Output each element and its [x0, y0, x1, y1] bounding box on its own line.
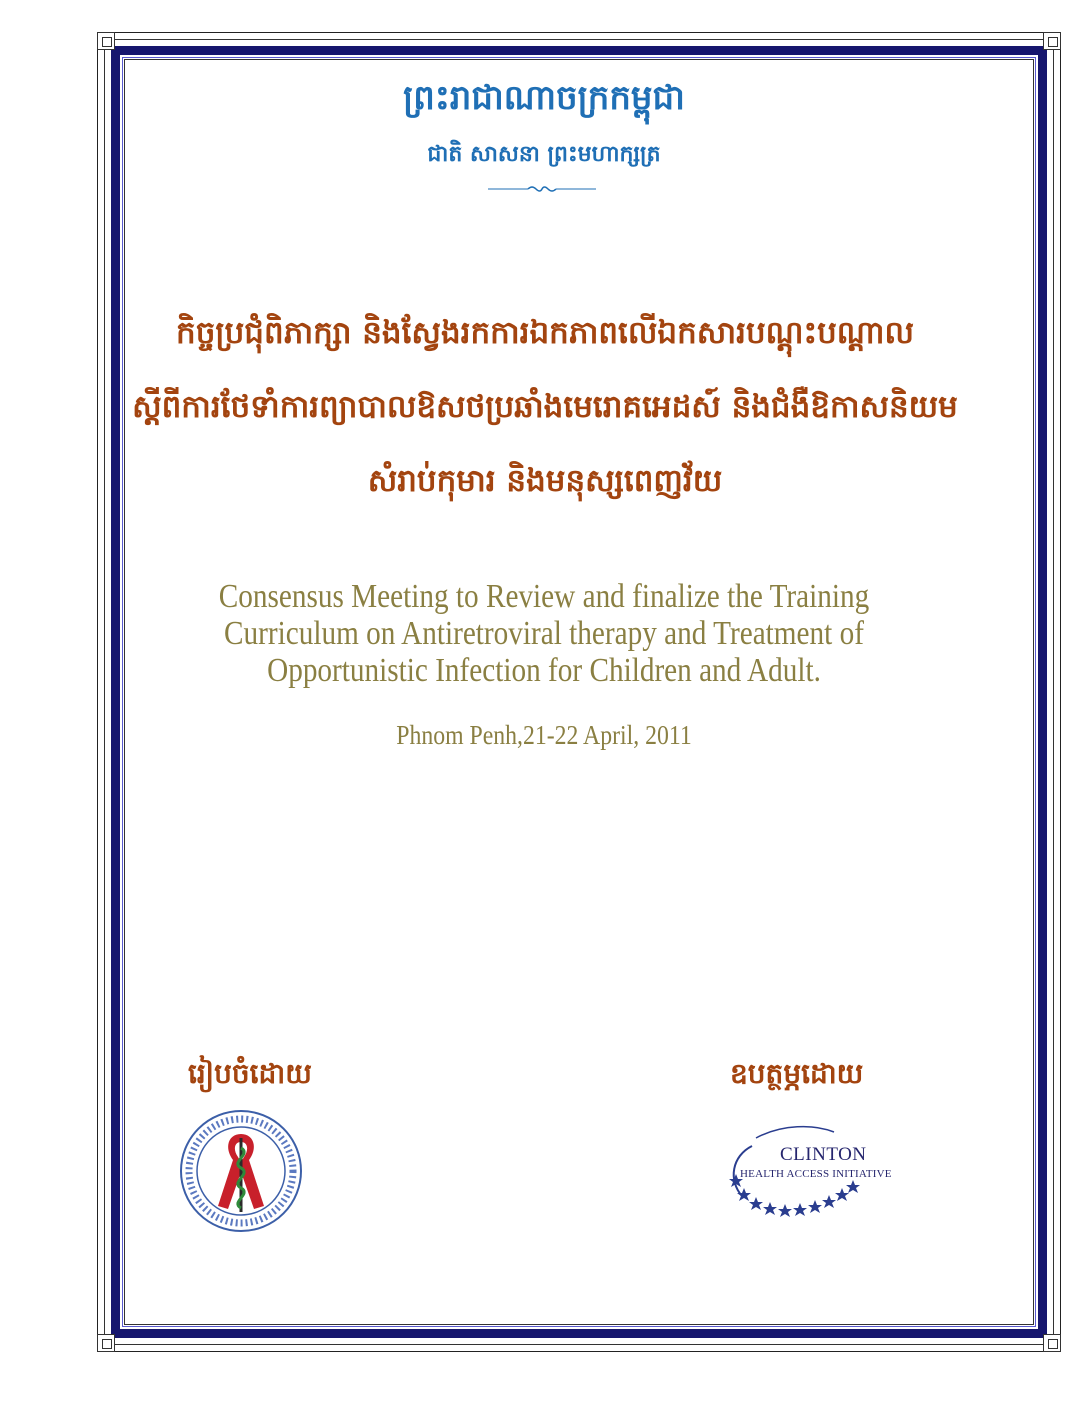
kingdom-heading: ព្រះរាជាណាចក្រកម្ពុជា	[403, 78, 685, 118]
corner-ornament-icon	[97, 32, 115, 50]
english-title	[197, 578, 892, 689]
english-title-line: Consensus Meeting to Review and finalize the Training	[218, 578, 870, 615]
corner-ornament-icon	[97, 1334, 115, 1352]
english-title-line: Opportunistic Infection for Children and Adult.	[267, 652, 821, 689]
prepared-by-label: រៀបចំដោយ	[188, 1057, 312, 1090]
khmer-title-line: សំរាប់កុមារ និងមនុស្សពេញវ័យ	[367, 463, 723, 499]
place-date: Phnom Penh,21-22 April, 2011	[396, 720, 692, 750]
logo-right-subtitle: HEALTH ACCESS INITIATIVE	[740, 1168, 892, 1180]
corner-ornament-icon	[1043, 32, 1061, 50]
supported-by-label: ឧបត្ថម្ភដោយ	[730, 1057, 864, 1090]
khmer-title-line: ស្តីពីការថែទាំការព្យាបាលឱសថប្រឆាំងមេរោគអេដស៍ និងជំងឺឱកាសនិយម	[132, 389, 958, 425]
logo-right-name: CLINTON	[780, 1144, 867, 1165]
english-title-line: Curriculum on Antiretroviral therapy and Treatment of	[224, 615, 864, 652]
red-ribbon-caduceus-seal-icon	[178, 1108, 304, 1234]
ornamental-divider-icon	[488, 184, 596, 194]
corner-ornament-icon	[1043, 1334, 1061, 1352]
khmer-title-line: កិច្ចប្រជុំពិភាក្សា និងស្វែងរកការឯកភាពលើឯកសារបណ្តុះបណ្តាល	[176, 315, 914, 351]
national-motto: ជាតិ សាសនា ព្រះមហាក្សត្រ	[427, 142, 661, 167]
khmer-title	[130, 296, 960, 518]
